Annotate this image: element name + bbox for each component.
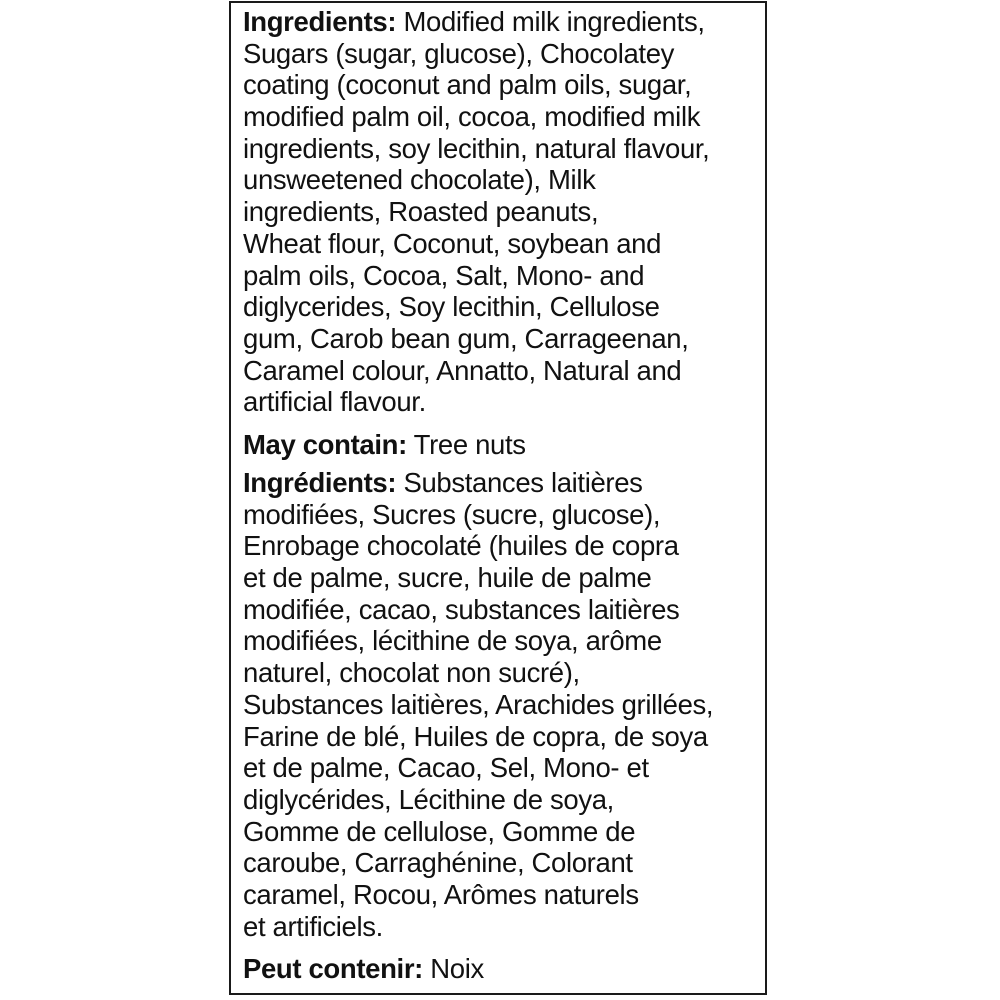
french-ingredients-text: naturel, chocolat non sucré), [243,657,580,689]
english-ingredients-text: gum, Carob bean gum, Carrageenan, [243,322,689,354]
english-ingredients-text: artificial flavour. [243,386,426,418]
french-may-contain-heading: Peut contenir: [243,953,423,984]
french-ingredients-text: et artificiels. [243,910,383,942]
french-ingredients-text: Substances laitières, Arachides grillées, [243,688,714,720]
text-line [243,467,767,499]
french-ingredients-text: Farine de blé, Huiles de copra, de soya [243,720,708,752]
english-ingredients-text: unsweetened chocolate), Milk [243,164,596,196]
french-ingredients-text: Enrobage chocolaté (huiles de copra [243,530,679,562]
text-line [243,6,767,38]
french-ingredients-section [243,467,767,942]
french-ingredients-text: caramel, Rocou, Arômes naturels [243,878,639,910]
french-may-contain-value: Noix [422,953,484,984]
french-ingredients-text: modifiées, lécithine de soya, arôme [243,625,662,657]
french-ingredients-text: Gomme de cellulose, Gomme de [243,815,636,847]
text-line [243,429,767,461]
ingredients-label-panel [229,1,767,995]
french-ingredients-text: Substances laitières [396,467,643,498]
english-ingredients-heading: Ingredients: [243,6,397,37]
french-ingredients-text: et de palme, sucre, huile de palme [243,562,652,594]
text-line [243,953,767,985]
english-may-contain-heading: May contain: [243,429,407,460]
english-ingredients-text: Wheat flour, Coconut, soybean and [243,227,662,259]
french-ingredients-heading: Ingrédients: [243,467,397,498]
english-ingredients-section [243,6,767,418]
french-ingredients-text: modifiée, cacao, substances laitières [243,593,680,625]
english-ingredients-text: ingredients, Roasted peanuts, [243,196,599,228]
english-ingredients-text: palm oils, Cocoa, Salt, Mono- and [243,259,645,291]
french-ingredients-text: caroube, Carraghénine, Colorant [243,847,633,879]
english-ingredients-text: Caramel colour, Annatto, Natural and [243,354,682,386]
english-allergen-section [243,429,767,461]
french-allergen-section [243,953,767,985]
english-ingredients-text: Modified milk ingredients, [396,6,705,37]
english-ingredients-text: Sugars (sugar, glucose), Chocolatey [243,37,675,69]
french-ingredients-text: et de palme, Cacao, Sel, Mono- et [243,752,649,784]
english-ingredients-text: coating (coconut and palm oils, sugar, [243,69,692,101]
english-may-contain-value: Tree nuts [406,429,526,460]
english-ingredients-text: ingredients, soy lecithin, natural flavour, [243,132,710,164]
french-ingredients-text: diglycérides, Lécithine de soya, [243,783,614,815]
english-ingredients-text: diglycerides, Soy lecithin, Cellulose [243,291,660,323]
french-ingredients-text: modifiées, Sucres (sucre, glucose), [243,498,661,530]
english-ingredients-text: modified palm oil, cocoa, modified milk [243,101,701,133]
